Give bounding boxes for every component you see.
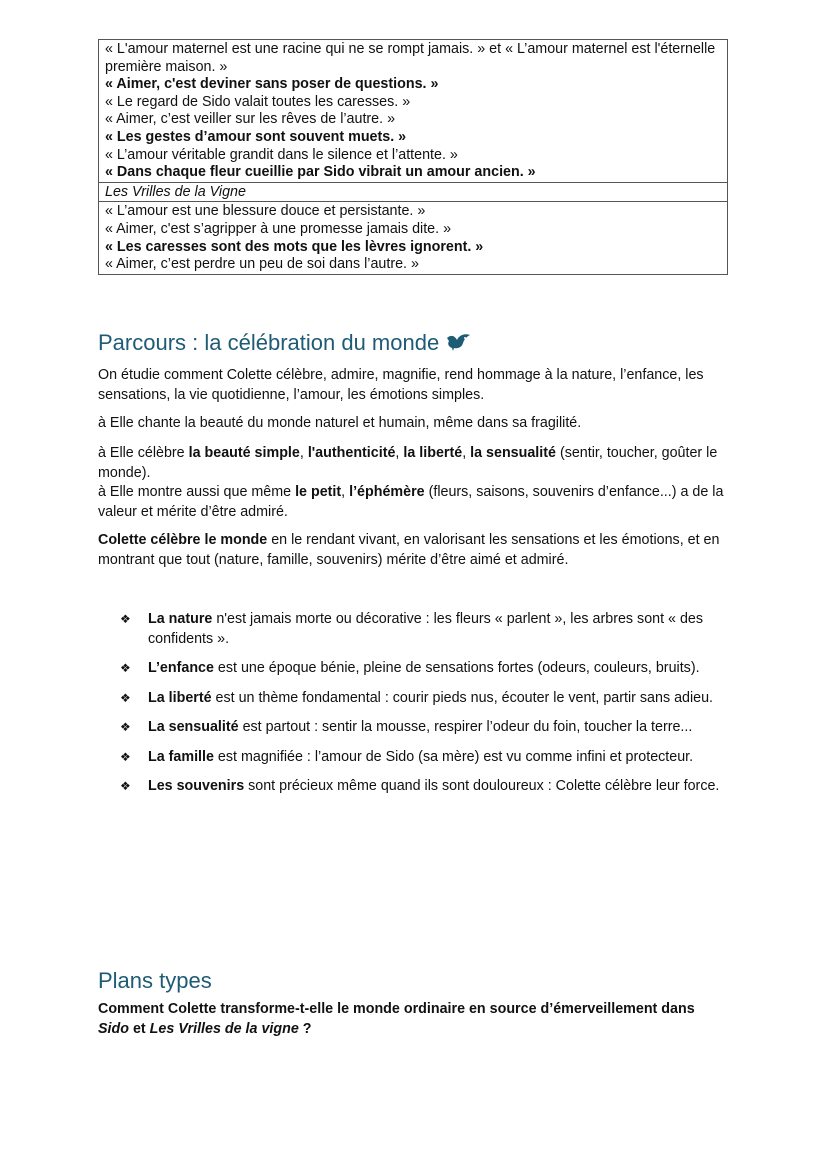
text-run: (fleurs, saisons, souvenirs d’enfance...) a de la valeur et mérite d’être admiré.: [98, 484, 724, 520]
list-item: [120, 718, 730, 738]
text-run: ,: [395, 445, 404, 461]
text-run: Les Vrilles de la vigne: [149, 1020, 299, 1037]
vrilles-title-cell: [99, 182, 727, 202]
text-run: « Aimer, c'est deviner sans poser de questions. »: [105, 76, 439, 93]
quote-line: [105, 76, 721, 94]
section-heading-parcours: [98, 330, 471, 358]
quote-line: [105, 256, 721, 274]
text-run: à Elle montre aussi que même: [98, 484, 296, 500]
diamond-bullet-icon: ❖: [120, 612, 131, 626]
text-run: Les Vrilles de la Vigne: [105, 183, 246, 200]
text-run: la sensualité: [470, 445, 556, 461]
list-item: [120, 610, 730, 649]
quote-line: [105, 184, 721, 202]
text-run: La nature: [148, 611, 213, 627]
diamond-bullet-icon: ❖: [120, 690, 131, 705]
text-run: « Aimer, c’est veiller sur les rêves de l’autre. »: [105, 111, 396, 128]
text-run: Comment Colette transforme-t-elle le monde ordinaire en source d’émerveillement dans: [98, 1001, 695, 1017]
text-run: est partout : sentir la mousse, respirer l’odeur du foin, toucher la terre...: [238, 719, 693, 735]
text-run: est une époque bénie, pleine de sensations fortes (odeurs, couleurs, bruits).: [213, 660, 700, 676]
text-run: La liberté: [148, 689, 212, 706]
list-item: [120, 777, 730, 797]
text-run: la liberté: [403, 445, 463, 461]
list-item: [120, 748, 730, 768]
text-run: L’enfance: [148, 660, 214, 676]
list-item: [120, 689, 730, 709]
text-run: « Le regard de Sido valait toutes les caresses. »: [105, 93, 411, 110]
text-run: à Elle célèbre: [98, 445, 189, 461]
text-run: ?: [298, 1020, 312, 1037]
quote-line: [105, 41, 721, 76]
text-run: ,: [299, 445, 308, 461]
text-run: ,: [341, 484, 350, 500]
diamond-bullet-icon: ❖: [120, 661, 131, 675]
quote-line: [105, 239, 721, 257]
text-run: « Aimer, c'est s’agripper à une promesse jamais dite. »: [105, 220, 452, 237]
text-run: en le rendant vivant, en valorisant les sensations et les émotions, et en montrant que tout (nature, famille, souvenirs) mérite d’être aimé et admiré.: [98, 532, 720, 568]
text-run: « L'amour maternel est une racine qui ne se rompt jamais. » et « L’amour maternel est l'éternelle première maison. »: [105, 41, 716, 75]
diamond-bullet-icon: ❖: [120, 779, 131, 793]
text-run: est magnifiée : l’amour de Sido (sa mère) est vu comme infini et protecteur.: [213, 748, 694, 765]
text-run: « L’amour véritable grandit dans le silence et l’attente. »: [105, 146, 458, 163]
quote-line: [105, 203, 721, 221]
text-run: La famille: [148, 748, 214, 765]
text-run: « Aimer, c’est perdre un peu de soi dans l’autre. »: [105, 256, 419, 273]
section-heading-plans: Plans types: [98, 968, 212, 993]
quote-line: [105, 129, 721, 147]
paragraph-conclusion: [98, 531, 738, 570]
text-run: ,: [462, 445, 471, 461]
text-run: « Les gestes d’amour sont souvent muets. »: [105, 128, 407, 145]
text-run: le petit: [295, 484, 342, 500]
quote-line: [105, 147, 721, 165]
sido-quotes-cell: [99, 40, 727, 182]
text-run: n'est jamais morte ou décorative : les fleurs « parlent », les arbres sont « des confidents ».: [148, 611, 704, 647]
vrilles-quotes-cell: [99, 201, 727, 273]
diamond-bullet-icon: ❖: [120, 749, 131, 764]
text-run: est un thème fondamental : courir pieds nus, écouter le vent, partir sans adieu.: [211, 689, 714, 706]
text-run: l'authenticité: [307, 445, 396, 461]
text-run: La sensualité: [148, 719, 239, 735]
quote-line: [105, 94, 721, 112]
text-run: Les souvenirs: [148, 778, 245, 794]
diamond-bullet-icon: ❖: [120, 720, 131, 734]
text-run: On étudie comment Colette célèbre, admire, magnifie, rend hommage à la nature, l’enfance, les sensations, la vie quotidienne, l’amour, les émotions simples.: [98, 367, 704, 403]
text-run: sont précieux même quand ils sont douloureux : Colette célèbre leur force.: [244, 778, 720, 794]
bird-icon: [445, 332, 471, 358]
quotes-table: [98, 39, 728, 275]
text-run: Sido: [98, 1020, 129, 1037]
text-run: « Dans chaque fleur cueillie par Sido vibrait un amour ancien. »: [105, 164, 536, 181]
text-run: (sentir, toucher, goûter le monde).: [98, 445, 718, 481]
paragraph-chante: [98, 414, 738, 434]
text-run: l’éphémère: [349, 484, 425, 500]
heading-text: Parcours : la célébration du monde: [98, 330, 440, 355]
list-item: [120, 659, 730, 679]
text-run: « Les caresses sont des mots que les lèvres ignorent. »: [105, 238, 484, 255]
quote-line: [105, 221, 721, 239]
intro-paragraph: [98, 366, 738, 405]
quote-line: [105, 111, 721, 129]
text-run: et: [128, 1020, 150, 1037]
text-run: Colette célèbre le monde: [98, 532, 268, 548]
problematique-question: [98, 1000, 718, 1039]
paragraph-celebre: [98, 444, 738, 483]
text-run: la beauté simple: [188, 445, 300, 461]
quote-line: [105, 164, 721, 182]
paragraph-ephemere: [98, 483, 738, 522]
themes-list: [120, 610, 730, 807]
text-run: à Elle chante la beauté du monde naturel et humain, même dans sa fragilité.: [98, 415, 582, 431]
text-run: « L’amour est une blessure douce et persistante. »: [105, 203, 426, 220]
